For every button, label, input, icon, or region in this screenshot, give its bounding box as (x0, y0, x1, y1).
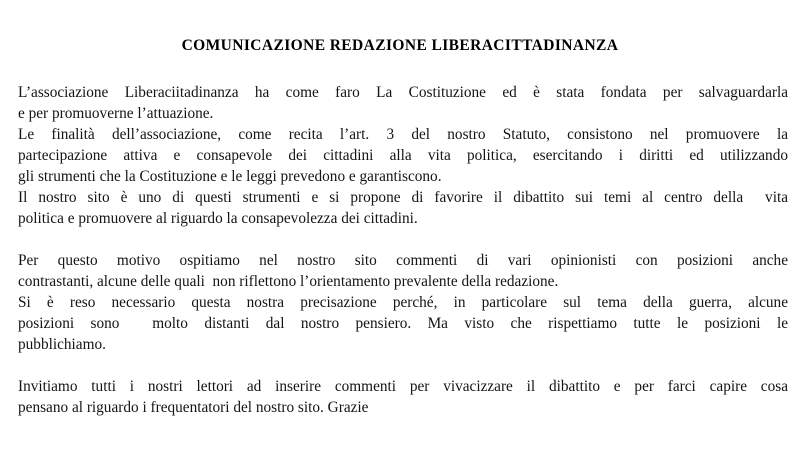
text-line: gli strumenti che la Costituzione e le leggi prevedono e garantiscono. (18, 168, 442, 185)
text-line: Si è reso necessario questa nostra precisazione perché, in particolare sul tema della guerra, alcune (18, 294, 788, 311)
paragraph-spacer (18, 229, 788, 250)
paragraph (18, 82, 788, 229)
text-line: pubblichiamo. (18, 336, 106, 353)
text-line: L’associazione Liberaciitadinanza ha come faro La Costituzione ed è stata fondata per salvaguardarla (18, 84, 788, 101)
text-line: posizioni sono molto distanti dal nostro pensiero. Ma visto che rispettiamo tutte le posizioni le (18, 315, 788, 332)
paragraph (18, 376, 788, 418)
text-line: partecipazione attiva e consapevole dei cittadini alla vita politica, esercitando i diritti ed utilizzando (18, 147, 788, 164)
text-line: Per questo motivo ospitiamo nel nostro sito commenti di vari opinionisti con posizioni anche (18, 252, 788, 269)
text-line: pensano al riguardo i frequentatori del nostro sito. Grazie (18, 399, 369, 416)
document-title: COMUNICAZIONE REDAZIONE LIBERACITTADINANZA (181, 37, 619, 54)
text-line: Il nostro sito è uno di questi strumenti e si propone di favorire il dibattito sui temi al centro della vita (18, 189, 788, 206)
paragraph (18, 250, 788, 355)
paragraph-spacer (18, 355, 788, 376)
text-line: Le finalità dell’associazione, come recita l’art. 3 del nostro Statuto, consistono nel promuovere la (18, 126, 788, 143)
text-line: politica e promuovere al riguardo la consapevolezza dei cittadini. (18, 210, 418, 227)
text-line: contrastanti, alcune delle quali non riflettono l’orientamento prevalente della redazione. (18, 273, 559, 290)
text-line: e per promuoverne l’attuazione. (18, 105, 214, 122)
document-body (18, 82, 788, 418)
text-line: Invitiamo tutti i nostri lettori ad inserire commenti per vivacizzare il dibattito e per farci capire cosa (18, 378, 788, 395)
